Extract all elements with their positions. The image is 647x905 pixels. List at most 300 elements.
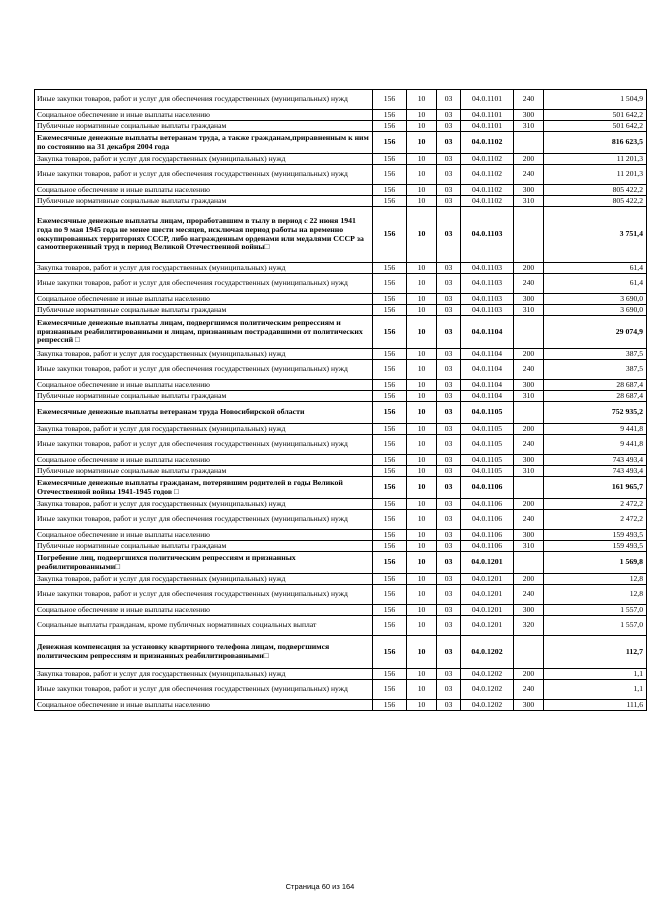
table-row — [35, 466, 647, 477]
table-row — [35, 391, 647, 402]
row-amount: 743 493,4 — [544, 455, 647, 466]
table-row — [35, 305, 647, 316]
row-expense-type: 240 — [514, 435, 544, 455]
row-expense-type — [514, 132, 544, 154]
row-target-article: 04.0.1106 — [461, 499, 514, 510]
row-amount: 12,8 — [544, 585, 647, 605]
row-subsection-code: 03 — [437, 360, 461, 380]
row-description: Социальное обеспечение и иные выплаты населению — [35, 530, 373, 541]
table-row — [35, 585, 647, 605]
row-description: Ежемесячные денежные выплаты лицам, проработавшим в тылу в период с 22 июня 1941 года по 9 мая 1945 года не менее шести месяцев, исключая период работы на временно оккупированных территориях СССР, либо награжденным орденами или медалями СССР за самоотверженный труд в период Великой Отечественной войны□ — [35, 207, 373, 263]
row-section-code: 10 — [407, 207, 437, 263]
row-description: Публичные нормативные социальные выплаты гражданам — [35, 196, 373, 207]
row-expense-type: 240 — [514, 510, 544, 530]
row-subsection-code: 03 — [437, 165, 461, 185]
row-subsection-code: 03 — [437, 435, 461, 455]
row-description: Закупка товаров, работ и услуг для государственных (муниципальных) нужд — [35, 669, 373, 680]
row-subsection-code: 03 — [437, 294, 461, 305]
table-row-section — [35, 477, 647, 499]
row-amount: 387,5 — [544, 360, 647, 380]
row-description: Публичные нормативные социальные выплаты гражданам — [35, 305, 373, 316]
row-ministry-code: 156 — [373, 574, 407, 585]
row-subsection-code: 03 — [437, 700, 461, 711]
table-row — [35, 349, 647, 360]
row-expense-type — [514, 402, 544, 424]
row-ministry-code: 156 — [373, 305, 407, 316]
row-amount: 28 687,4 — [544, 391, 647, 402]
row-amount: 159 493,5 — [544, 541, 647, 552]
row-amount: 2 472,2 — [544, 499, 647, 510]
row-subsection-code: 03 — [437, 196, 461, 207]
row-subsection-code: 03 — [437, 552, 461, 574]
row-target-article: 04.0.1104 — [461, 380, 514, 391]
row-subsection-code: 03 — [437, 316, 461, 349]
table-row — [35, 360, 647, 380]
table-row — [35, 154, 647, 165]
row-target-article: 04.0.1201 — [461, 616, 514, 636]
row-section-code: 10 — [407, 185, 437, 196]
row-target-article: 04.0.1106 — [461, 510, 514, 530]
table-row-section — [35, 207, 647, 263]
row-amount: 12,8 — [544, 574, 647, 585]
row-target-article: 04.0.1104 — [461, 349, 514, 360]
row-subsection-code: 03 — [437, 585, 461, 605]
row-ministry-code: 156 — [373, 605, 407, 616]
row-amount: 3 751,4 — [544, 207, 647, 263]
row-subsection-code: 03 — [437, 391, 461, 402]
row-subsection-code: 03 — [437, 541, 461, 552]
row-amount: 3 690,0 — [544, 305, 647, 316]
row-amount: 816 623,5 — [544, 132, 647, 154]
row-subsection-code: 03 — [437, 605, 461, 616]
table-row — [35, 294, 647, 305]
row-section-code: 10 — [407, 669, 437, 680]
row-section-code: 10 — [407, 585, 437, 605]
row-subsection-code: 03 — [437, 530, 461, 541]
row-expense-type — [514, 636, 544, 669]
row-ministry-code: 156 — [373, 477, 407, 499]
row-description: Публичные нормативные социальные выплаты гражданам — [35, 391, 373, 402]
table-row — [35, 165, 647, 185]
row-subsection-code: 03 — [437, 154, 461, 165]
row-subsection-code: 03 — [437, 636, 461, 669]
table-row — [35, 455, 647, 466]
row-expense-type: 310 — [514, 121, 544, 132]
row-ministry-code: 156 — [373, 402, 407, 424]
table-row — [35, 530, 647, 541]
row-subsection-code: 03 — [437, 499, 461, 510]
row-expense-type: 240 — [514, 680, 544, 700]
table-row — [35, 541, 647, 552]
row-description: Иные закупки товаров, работ и услуг для обеспечения государственных (муниципальных) нужд — [35, 510, 373, 530]
row-description: Социальное обеспечение и иные выплаты населению — [35, 380, 373, 391]
table-row — [35, 263, 647, 274]
row-description: Закупка товаров, работ и услуг для государственных (муниципальных) нужд — [35, 154, 373, 165]
row-description: Закупка товаров, работ и услуг для государственных (муниципальных) нужд — [35, 349, 373, 360]
row-target-article: 04.0.1106 — [461, 530, 514, 541]
row-section-code: 10 — [407, 196, 437, 207]
row-description: Публичные нормативные социальные выплаты гражданам — [35, 466, 373, 477]
row-ministry-code: 156 — [373, 424, 407, 435]
row-amount: 1,1 — [544, 680, 647, 700]
row-expense-type: 300 — [514, 605, 544, 616]
row-amount: 2 472,2 — [544, 510, 647, 530]
row-subsection-code: 03 — [437, 380, 461, 391]
row-target-article: 04.0.1201 — [461, 574, 514, 585]
row-target-article: 04.0.1102 — [461, 185, 514, 196]
row-target-article: 04.0.1103 — [461, 207, 514, 263]
row-amount: 501 642,2 — [544, 110, 647, 121]
row-target-article: 04.0.1105 — [461, 424, 514, 435]
row-expense-type: 300 — [514, 110, 544, 121]
row-description: Ежемесячные денежные выплаты ветеранам труда, а также гражданам,приравненным к ним по состоянию на 31 декабря 2004 года — [35, 132, 373, 154]
row-amount: 161 965,7 — [544, 477, 647, 499]
table-row — [35, 121, 647, 132]
row-subsection-code: 03 — [437, 510, 461, 530]
row-description: Погребение лиц, подвергшихся политическим репрессиям и признанных реабилитированными□ — [35, 552, 373, 574]
row-ministry-code: 156 — [373, 435, 407, 455]
row-section-code: 10 — [407, 316, 437, 349]
table-row-section — [35, 132, 647, 154]
row-subsection-code: 03 — [437, 207, 461, 263]
row-expense-type: 240 — [514, 274, 544, 294]
row-amount: 111,6 — [544, 700, 647, 711]
row-target-article: 04.0.1101 — [461, 121, 514, 132]
row-expense-type: 300 — [514, 294, 544, 305]
row-amount: 11 201,3 — [544, 154, 647, 165]
row-description: Иные закупки товаров, работ и услуг для обеспечения государственных (муниципальных) нужд — [35, 90, 373, 110]
row-amount: 1,1 — [544, 669, 647, 680]
row-expense-type — [514, 552, 544, 574]
row-ministry-code: 156 — [373, 90, 407, 110]
row-expense-type: 200 — [514, 349, 544, 360]
row-section-code: 10 — [407, 435, 437, 455]
row-section-code: 10 — [407, 455, 437, 466]
row-expense-type: 320 — [514, 616, 544, 636]
table-row — [35, 110, 647, 121]
row-subsection-code: 03 — [437, 424, 461, 435]
row-ministry-code: 156 — [373, 132, 407, 154]
table-body — [35, 90, 647, 711]
row-subsection-code: 03 — [437, 574, 461, 585]
row-description: Денежная компенсация за установку квартирного телефона лицам, подвергшимся политическим репрессиям и признанных реабилитированными□ — [35, 636, 373, 669]
row-subsection-code: 03 — [437, 305, 461, 316]
table-row — [35, 435, 647, 455]
row-ministry-code: 156 — [373, 680, 407, 700]
row-ministry-code: 156 — [373, 455, 407, 466]
row-description: Публичные нормативные социальные выплаты гражданам — [35, 121, 373, 132]
row-section-code: 10 — [407, 541, 437, 552]
row-section-code: 10 — [407, 360, 437, 380]
row-ministry-code: 156 — [373, 530, 407, 541]
row-ministry-code: 156 — [373, 185, 407, 196]
row-amount: 1 557,0 — [544, 616, 647, 636]
row-subsection-code: 03 — [437, 616, 461, 636]
row-amount: 11 201,3 — [544, 165, 647, 185]
row-target-article: 04.0.1101 — [461, 110, 514, 121]
row-amount: 752 935,2 — [544, 402, 647, 424]
row-ministry-code: 156 — [373, 616, 407, 636]
row-ministry-code: 156 — [373, 700, 407, 711]
page-footer: Страница 60 из 164 — [285, 882, 355, 891]
table-row — [35, 669, 647, 680]
row-expense-type: 300 — [514, 530, 544, 541]
row-ministry-code: 156 — [373, 110, 407, 121]
row-target-article: 04.0.1102 — [461, 154, 514, 165]
row-section-code: 10 — [407, 510, 437, 530]
row-target-article: 04.0.1102 — [461, 132, 514, 154]
row-description: Ежемесячные денежные выплаты ветеранам труда Новосибирской области — [35, 402, 373, 424]
row-description: Социальное обеспечение и иные выплаты населению — [35, 455, 373, 466]
row-target-article: 04.0.1105 — [461, 435, 514, 455]
row-description: Иные закупки товаров, работ и услуг для обеспечения государственных (муниципальных) нужд — [35, 680, 373, 700]
row-target-article: 04.0.1105 — [461, 466, 514, 477]
table-row — [35, 185, 647, 196]
row-section-code: 10 — [407, 274, 437, 294]
row-ministry-code: 156 — [373, 121, 407, 132]
row-section-code: 10 — [407, 132, 437, 154]
table-row-section — [35, 316, 647, 349]
row-target-article: 04.0.1104 — [461, 391, 514, 402]
row-ministry-code: 156 — [373, 391, 407, 402]
row-ministry-code: 156 — [373, 541, 407, 552]
row-target-article: 04.0.1202 — [461, 636, 514, 669]
row-description: Социальные выплаты гражданам, кроме публичных нормативных социальных выплат — [35, 616, 373, 636]
row-section-code: 10 — [407, 165, 437, 185]
row-amount: 1 569,8 — [544, 552, 647, 574]
table-row — [35, 90, 647, 110]
row-expense-type: 300 — [514, 455, 544, 466]
row-section-code: 10 — [407, 616, 437, 636]
table-row — [35, 424, 647, 435]
row-expense-type: 240 — [514, 90, 544, 110]
row-section-code: 10 — [407, 110, 437, 121]
table-row — [35, 700, 647, 711]
row-subsection-code: 03 — [437, 680, 461, 700]
row-expense-type: 310 — [514, 541, 544, 552]
row-description: Социальное обеспечение и иные выплаты населению — [35, 185, 373, 196]
row-amount: 28 687,4 — [544, 380, 647, 391]
row-ministry-code: 156 — [373, 316, 407, 349]
row-description: Иные закупки товаров, работ и услуг для обеспечения государственных (муниципальных) нужд — [35, 585, 373, 605]
row-expense-type: 240 — [514, 165, 544, 185]
row-expense-type: 300 — [514, 700, 544, 711]
row-expense-type — [514, 207, 544, 263]
row-ministry-code: 156 — [373, 207, 407, 263]
row-description: Социальное обеспечение и иные выплаты населению — [35, 110, 373, 121]
row-ministry-code: 156 — [373, 510, 407, 530]
row-ministry-code: 156 — [373, 349, 407, 360]
row-ministry-code: 156 — [373, 636, 407, 669]
row-section-code: 10 — [407, 636, 437, 669]
row-subsection-code: 03 — [437, 121, 461, 132]
table-row — [35, 605, 647, 616]
row-ministry-code: 156 — [373, 552, 407, 574]
row-expense-type: 310 — [514, 305, 544, 316]
row-section-code: 10 — [407, 305, 437, 316]
row-expense-type: 300 — [514, 185, 544, 196]
row-expense-type: 310 — [514, 466, 544, 477]
row-expense-type: 200 — [514, 669, 544, 680]
budget-table — [34, 89, 647, 711]
row-amount: 29 074,9 — [544, 316, 647, 349]
row-description: Закупка товаров, работ и услуг для государственных (муниципальных) нужд — [35, 424, 373, 435]
row-section-code: 10 — [407, 552, 437, 574]
row-description: Ежемесячные денежные выплаты гражданам, потерявшим родителей в годы Великой Отечественной войны 1941-1945 годов □ — [35, 477, 373, 499]
row-section-code: 10 — [407, 700, 437, 711]
table-row — [35, 616, 647, 636]
row-section-code: 10 — [407, 574, 437, 585]
row-section-code: 10 — [407, 424, 437, 435]
row-amount: 3 690,0 — [544, 294, 647, 305]
row-target-article: 04.0.1104 — [461, 360, 514, 380]
row-expense-type: 240 — [514, 585, 544, 605]
row-section-code: 10 — [407, 349, 437, 360]
row-amount: 61,4 — [544, 274, 647, 294]
row-ministry-code: 156 — [373, 165, 407, 185]
row-target-article: 04.0.1102 — [461, 165, 514, 185]
row-expense-type: 310 — [514, 391, 544, 402]
row-section-code: 10 — [407, 466, 437, 477]
row-description: Иные закупки товаров, работ и услуг для обеспечения государственных (муниципальных) нужд — [35, 435, 373, 455]
row-target-article: 04.0.1103 — [461, 263, 514, 274]
row-target-article: 04.0.1101 — [461, 90, 514, 110]
row-amount: 387,5 — [544, 349, 647, 360]
row-section-code: 10 — [407, 605, 437, 616]
row-amount: 1 504,9 — [544, 90, 647, 110]
row-subsection-code: 03 — [437, 90, 461, 110]
table-row — [35, 574, 647, 585]
row-target-article: 04.0.1102 — [461, 196, 514, 207]
row-subsection-code: 03 — [437, 110, 461, 121]
row-target-article: 04.0.1202 — [461, 700, 514, 711]
row-amount: 1 557,0 — [544, 605, 647, 616]
row-subsection-code: 03 — [437, 455, 461, 466]
budget-table-container — [34, 89, 646, 711]
row-ministry-code: 156 — [373, 380, 407, 391]
row-section-code: 10 — [407, 391, 437, 402]
row-section-code: 10 — [407, 499, 437, 510]
row-amount: 805 422,2 — [544, 196, 647, 207]
row-ministry-code: 156 — [373, 274, 407, 294]
row-description: Социальное обеспечение и иные выплаты населению — [35, 605, 373, 616]
table-row — [35, 196, 647, 207]
table-row — [35, 680, 647, 700]
row-target-article: 04.0.1201 — [461, 605, 514, 616]
row-ministry-code: 156 — [373, 154, 407, 165]
row-subsection-code: 03 — [437, 274, 461, 294]
row-target-article: 04.0.1202 — [461, 680, 514, 700]
row-description: Социальное обеспечение и иные выплаты населению — [35, 700, 373, 711]
row-ministry-code: 156 — [373, 669, 407, 680]
row-ministry-code: 156 — [373, 466, 407, 477]
row-description: Закупка товаров, работ и услуг для государственных (муниципальных) нужд — [35, 263, 373, 274]
row-amount: 112,7 — [544, 636, 647, 669]
row-subsection-code: 03 — [437, 466, 461, 477]
row-expense-type: 200 — [514, 263, 544, 274]
row-target-article: 04.0.1103 — [461, 294, 514, 305]
row-amount: 9 441,8 — [544, 424, 647, 435]
row-expense-type: 200 — [514, 499, 544, 510]
row-expense-type: 200 — [514, 424, 544, 435]
row-section-code: 10 — [407, 477, 437, 499]
row-section-code: 10 — [407, 680, 437, 700]
table-row — [35, 499, 647, 510]
row-subsection-code: 03 — [437, 132, 461, 154]
row-amount: 501 642,2 — [544, 121, 647, 132]
row-target-article: 04.0.1201 — [461, 552, 514, 574]
row-section-code: 10 — [407, 154, 437, 165]
row-ministry-code: 156 — [373, 360, 407, 380]
row-description: Закупка товаров, работ и услуг для государственных (муниципальных) нужд — [35, 499, 373, 510]
row-description: Ежемесячные денежные выплаты лицам, подвергшимся политическим репрессиям и признанным реабилитированными и лицам, признанным пострадавшими от политических репрессий □ — [35, 316, 373, 349]
row-description: Иные закупки товаров, работ и услуг для обеспечения государственных (муниципальных) нужд — [35, 165, 373, 185]
row-target-article: 04.0.1106 — [461, 477, 514, 499]
row-subsection-code: 03 — [437, 349, 461, 360]
row-amount: 9 441,8 — [544, 435, 647, 455]
row-description: Социальное обеспечение и иные выплаты населению — [35, 294, 373, 305]
row-expense-type: 240 — [514, 360, 544, 380]
row-target-article: 04.0.1105 — [461, 455, 514, 466]
row-subsection-code: 03 — [437, 477, 461, 499]
row-target-article: 04.0.1103 — [461, 274, 514, 294]
table-row — [35, 510, 647, 530]
table-row-section — [35, 402, 647, 424]
table-row — [35, 274, 647, 294]
row-amount: 805 422,2 — [544, 185, 647, 196]
row-description: Закупка товаров, работ и услуг для государственных (муниципальных) нужд — [35, 574, 373, 585]
table-row-section — [35, 552, 647, 574]
row-description: Публичные нормативные социальные выплаты гражданам — [35, 541, 373, 552]
row-ministry-code: 156 — [373, 294, 407, 305]
row-amount: 61,4 — [544, 263, 647, 274]
row-subsection-code: 03 — [437, 402, 461, 424]
row-target-article: 04.0.1103 — [461, 305, 514, 316]
row-ministry-code: 156 — [373, 196, 407, 207]
row-expense-type: 310 — [514, 196, 544, 207]
table-row-section — [35, 636, 647, 669]
row-target-article: 04.0.1201 — [461, 585, 514, 605]
row-subsection-code: 03 — [437, 185, 461, 196]
row-expense-type: 200 — [514, 574, 544, 585]
row-ministry-code: 156 — [373, 263, 407, 274]
row-section-code: 10 — [407, 90, 437, 110]
row-ministry-code: 156 — [373, 499, 407, 510]
row-amount: 743 493,4 — [544, 466, 647, 477]
row-subsection-code: 03 — [437, 263, 461, 274]
row-amount: 159 493,5 — [544, 530, 647, 541]
row-description: Иные закупки товаров, работ и услуг для обеспечения государственных (муниципальных) нужд — [35, 360, 373, 380]
row-description: Иные закупки товаров, работ и услуг для обеспечения государственных (муниципальных) нужд — [35, 274, 373, 294]
row-ministry-code: 156 — [373, 585, 407, 605]
row-target-article: 04.0.1106 — [461, 541, 514, 552]
row-section-code: 10 — [407, 263, 437, 274]
row-target-article: 04.0.1105 — [461, 402, 514, 424]
row-section-code: 10 — [407, 121, 437, 132]
row-expense-type: 200 — [514, 154, 544, 165]
row-section-code: 10 — [407, 380, 437, 391]
row-section-code: 10 — [407, 402, 437, 424]
row-subsection-code: 03 — [437, 669, 461, 680]
row-expense-type — [514, 316, 544, 349]
row-expense-type: 300 — [514, 380, 544, 391]
row-target-article: 04.0.1202 — [461, 669, 514, 680]
table-row — [35, 380, 647, 391]
row-section-code: 10 — [407, 294, 437, 305]
row-target-article: 04.0.1104 — [461, 316, 514, 349]
row-expense-type — [514, 477, 544, 499]
row-section-code: 10 — [407, 530, 437, 541]
